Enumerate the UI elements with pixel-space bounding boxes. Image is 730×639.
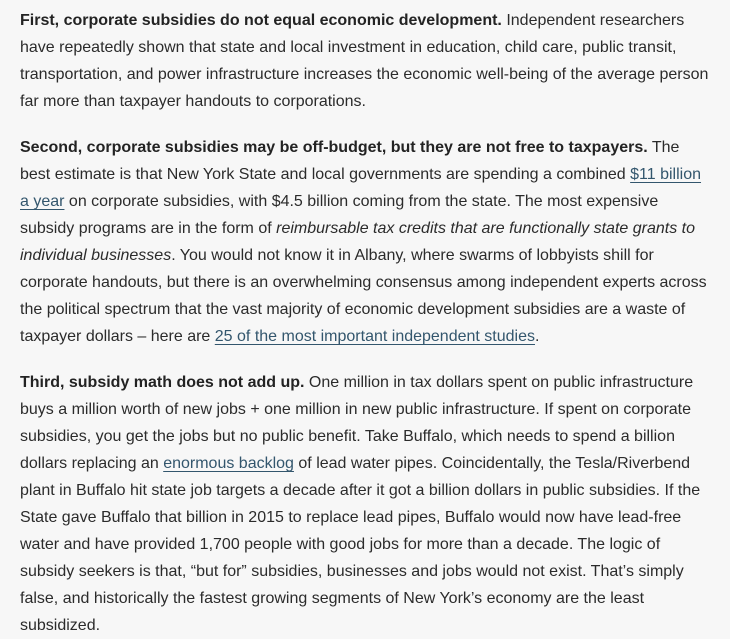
link-enormous-backlog[interactable]: enormous backlog (163, 455, 294, 472)
paragraph-second-text-1: The best estimate is that New York State and local governments are spending a combined (20, 139, 680, 183)
paragraph-third-text-1: One million in tax dollars spent on public infrastructure buys a million worth of new jobs + one million in new public infrastructure. If spent on corporate subsidies, you get the jobs but no public benefit. Take Buffalo, which needs to spend a billion dollars replacing an (20, 374, 694, 472)
paragraph-first (20, 7, 710, 115)
link-25-independent-studies[interactable]: 25 of the most important independent studies (214, 328, 535, 345)
paragraph-first-text: Independent researchers have repeatedly shown that state and local investment in education, child care, public transit, transportation, and power infrastructure increases the economic well-being of the average person far more than taxpayer handouts to corporations. (20, 12, 709, 110)
link-11-billion-a-year[interactable]: $11 billion a year (20, 166, 702, 210)
paragraph-third-bold-lead: Third, subsidy math does not add up. (20, 374, 305, 391)
paragraph-second-text-2: on corporate subsidies, with $4.5 billion coming from the state. The most expensive subsidy programs are in the form of (20, 193, 659, 237)
paragraph-first-bold-lead: First, corporate subsidies do not equal economic development. (20, 12, 502, 29)
paragraph-third-text-2: of lead water pipes. Coincidentally, the Tesla/Riverbend plant in Buffalo hit state job targets a decade after it got a billion dollars in public subsidies. If the State gave Buffalo that billion in 2015 to replace lead pipes, Buffalo would now have lead-free water and have provided 1,700 people with good jobs for more than a decade. The logic of subsidy seekers is that, “but for” subsidies, businesses and jobs would not exist. That’s simply false, and historically the fastest growing segments of New York’s economy are the least subsidized. (20, 455, 701, 634)
paragraph-third (20, 369, 710, 639)
paragraph-second-text-3: . You would not know it in Albany, where swarms of lobbyists shill for corporate handouts, but there is an overwhelming consensus among independent experts across the political spectrum that the vast majority of economic development subsidies are a waste of taxpayer dollars – here are (20, 247, 707, 345)
paragraph-second (20, 134, 710, 350)
article-body (20, 7, 710, 639)
paragraph-second-italic: reimbursable tax credits that are functionally state grants to individual businesses (20, 220, 695, 264)
paragraph-second-text-4: . (534, 328, 540, 345)
paragraph-second-bold-lead: Second, corporate subsidies may be off-budget, but they are not free to taxpayers. (20, 139, 648, 156)
